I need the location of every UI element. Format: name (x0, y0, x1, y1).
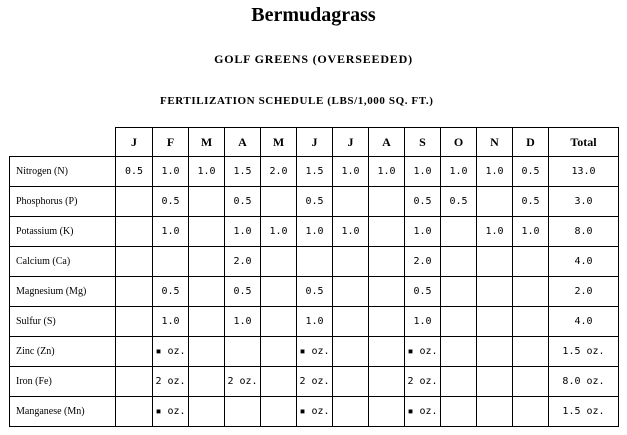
value-cell (153, 247, 189, 277)
value-cell: 1.0 (513, 217, 549, 247)
value-cell (189, 307, 225, 337)
value-cell (441, 397, 477, 427)
value-cell: 1.0 (333, 157, 369, 187)
value-cell (225, 397, 261, 427)
value-cell: 1.0 (297, 217, 333, 247)
value-cell (116, 217, 153, 247)
total-cell: 2.0 (549, 277, 619, 307)
value-cell (333, 247, 369, 277)
value-cell (189, 187, 225, 217)
total-cell: 4.0 (549, 247, 619, 277)
total-cell: 3.0 (549, 187, 619, 217)
value-cell: 1.0 (225, 307, 261, 337)
nutrient-label: Potassium (K) (10, 217, 116, 247)
value-cell: 0.5 (153, 277, 189, 307)
value-cell: 1.0 (477, 217, 513, 247)
header-row (10, 128, 619, 157)
table-body (10, 157, 619, 427)
value-cell (297, 247, 333, 277)
value-cell (261, 247, 297, 277)
value-cell: 0.5 (405, 277, 441, 307)
value-cell: 2.0 (405, 247, 441, 277)
value-cell (116, 367, 153, 397)
value-cell (116, 397, 153, 427)
value-cell (261, 397, 297, 427)
value-cell: 1.0 (333, 217, 369, 247)
value-cell (477, 307, 513, 337)
value-cell (333, 367, 369, 397)
value-cell (369, 187, 405, 217)
value-cell: ▪ oz. (153, 337, 189, 367)
total-cell: 1.5 oz. (549, 337, 619, 367)
value-cell: 1.5 (225, 157, 261, 187)
value-cell: 1.0 (441, 157, 477, 187)
total-cell: 8.0 oz. (549, 367, 619, 397)
value-cell (513, 277, 549, 307)
value-cell (333, 337, 369, 367)
value-cell (513, 337, 549, 367)
value-cell: 0.5 (405, 187, 441, 217)
value-cell (441, 277, 477, 307)
table-row (10, 187, 619, 217)
month-header: F (153, 128, 189, 157)
total-cell: 8.0 (549, 217, 619, 247)
value-cell (513, 307, 549, 337)
total-header: Total (549, 128, 619, 157)
value-cell (116, 247, 153, 277)
table-row (10, 397, 619, 427)
value-cell: 0.5 (116, 157, 153, 187)
total-cell: 4.0 (549, 307, 619, 337)
value-cell (369, 217, 405, 247)
value-cell (333, 187, 369, 217)
value-cell: 1.0 (153, 217, 189, 247)
month-header: A (225, 128, 261, 157)
table-row (10, 277, 619, 307)
month-header: M (261, 128, 297, 157)
nutrient-label: Calcium (Ca) (10, 247, 116, 277)
value-cell (369, 277, 405, 307)
page-subtitle: GOLF GREENS (OVERSEEDED) (214, 52, 413, 66)
nutrient-label: Sulfur (S) (10, 307, 116, 337)
value-cell: ▪ oz. (405, 337, 441, 367)
header-blank-cell (10, 128, 116, 157)
value-cell: 1.5 (297, 157, 333, 187)
value-cell: 0.5 (513, 187, 549, 217)
value-cell: 1.0 (405, 217, 441, 247)
value-cell (261, 307, 297, 337)
value-cell: 1.0 (477, 157, 513, 187)
value-cell (116, 307, 153, 337)
value-cell: 0.5 (225, 277, 261, 307)
value-cell (369, 397, 405, 427)
value-cell: ▪ oz. (405, 397, 441, 427)
value-cell (477, 277, 513, 307)
value-cell: 1.0 (189, 157, 225, 187)
value-cell (513, 367, 549, 397)
value-cell (116, 337, 153, 367)
value-cell (477, 247, 513, 277)
value-cell (333, 397, 369, 427)
value-cell (333, 277, 369, 307)
value-cell: 2 oz. (153, 367, 189, 397)
nutrient-label: Iron (Fe) (10, 367, 116, 397)
page-title: Bermudagrass (251, 4, 376, 26)
nutrient-label: Nitrogen (N) (10, 157, 116, 187)
value-cell (441, 337, 477, 367)
value-cell (189, 337, 225, 367)
value-cell (369, 337, 405, 367)
month-header: A (369, 128, 405, 157)
value-cell (333, 307, 369, 337)
value-cell: 1.0 (405, 157, 441, 187)
total-cell: 1.5 oz. (549, 397, 619, 427)
value-cell: 0.5 (513, 157, 549, 187)
nutrient-label: Manganese (Mn) (10, 397, 116, 427)
month-header: J (333, 128, 369, 157)
value-cell: 0.5 (297, 277, 333, 307)
value-cell (261, 277, 297, 307)
value-cell (189, 397, 225, 427)
table-row (10, 337, 619, 367)
value-cell (369, 247, 405, 277)
value-cell (261, 337, 297, 367)
value-cell (369, 367, 405, 397)
value-cell: ▪ oz. (297, 337, 333, 367)
month-header: J (297, 128, 333, 157)
value-cell: 0.5 (297, 187, 333, 217)
table-row (10, 247, 619, 277)
value-cell: 2.0 (225, 247, 261, 277)
value-cell: 2 oz. (297, 367, 333, 397)
value-cell (116, 187, 153, 217)
month-header: O (441, 128, 477, 157)
value-cell (441, 307, 477, 337)
value-cell (477, 397, 513, 427)
fertilization-table (9, 127, 619, 427)
table-row (10, 157, 619, 187)
nutrient-label: Zinc (Zn) (10, 337, 116, 367)
value-cell: 2.0 (261, 157, 297, 187)
value-cell: 1.0 (261, 217, 297, 247)
value-cell (189, 247, 225, 277)
month-header: N (477, 128, 513, 157)
value-cell (116, 277, 153, 307)
table-row (10, 367, 619, 397)
value-cell (261, 187, 297, 217)
month-header: M (189, 128, 225, 157)
value-cell (369, 307, 405, 337)
value-cell (225, 337, 261, 367)
value-cell: 1.0 (153, 307, 189, 337)
value-cell (261, 367, 297, 397)
value-cell (477, 187, 513, 217)
schedule-title: FERTILIZATION SCHEDULE (LBS/1,000 SQ. FT.) (160, 95, 434, 107)
value-cell (513, 397, 549, 427)
value-cell: 1.0 (297, 307, 333, 337)
value-cell: 2 oz. (225, 367, 261, 397)
nutrient-label: Phosphorus (P) (10, 187, 116, 217)
value-cell: 0.5 (225, 187, 261, 217)
value-cell (189, 277, 225, 307)
value-cell (189, 217, 225, 247)
value-cell: ▪ oz. (153, 397, 189, 427)
nutrient-label: Magnesium (Mg) (10, 277, 116, 307)
month-header: S (405, 128, 441, 157)
value-cell (477, 367, 513, 397)
value-cell: 1.0 (153, 157, 189, 187)
value-cell: 0.5 (441, 187, 477, 217)
value-cell (441, 367, 477, 397)
value-cell: 1.0 (405, 307, 441, 337)
total-cell: 13.0 (549, 157, 619, 187)
table-row (10, 217, 619, 247)
value-cell (441, 217, 477, 247)
table-row (10, 307, 619, 337)
value-cell (477, 337, 513, 367)
value-cell: 1.0 (369, 157, 405, 187)
value-cell: ▪ oz. (297, 397, 333, 427)
month-header: J (116, 128, 153, 157)
value-cell: 2 oz. (405, 367, 441, 397)
value-cell: 1.0 (225, 217, 261, 247)
value-cell (513, 247, 549, 277)
value-cell (189, 367, 225, 397)
value-cell (441, 247, 477, 277)
value-cell: 0.5 (153, 187, 189, 217)
month-header: D (513, 128, 549, 157)
